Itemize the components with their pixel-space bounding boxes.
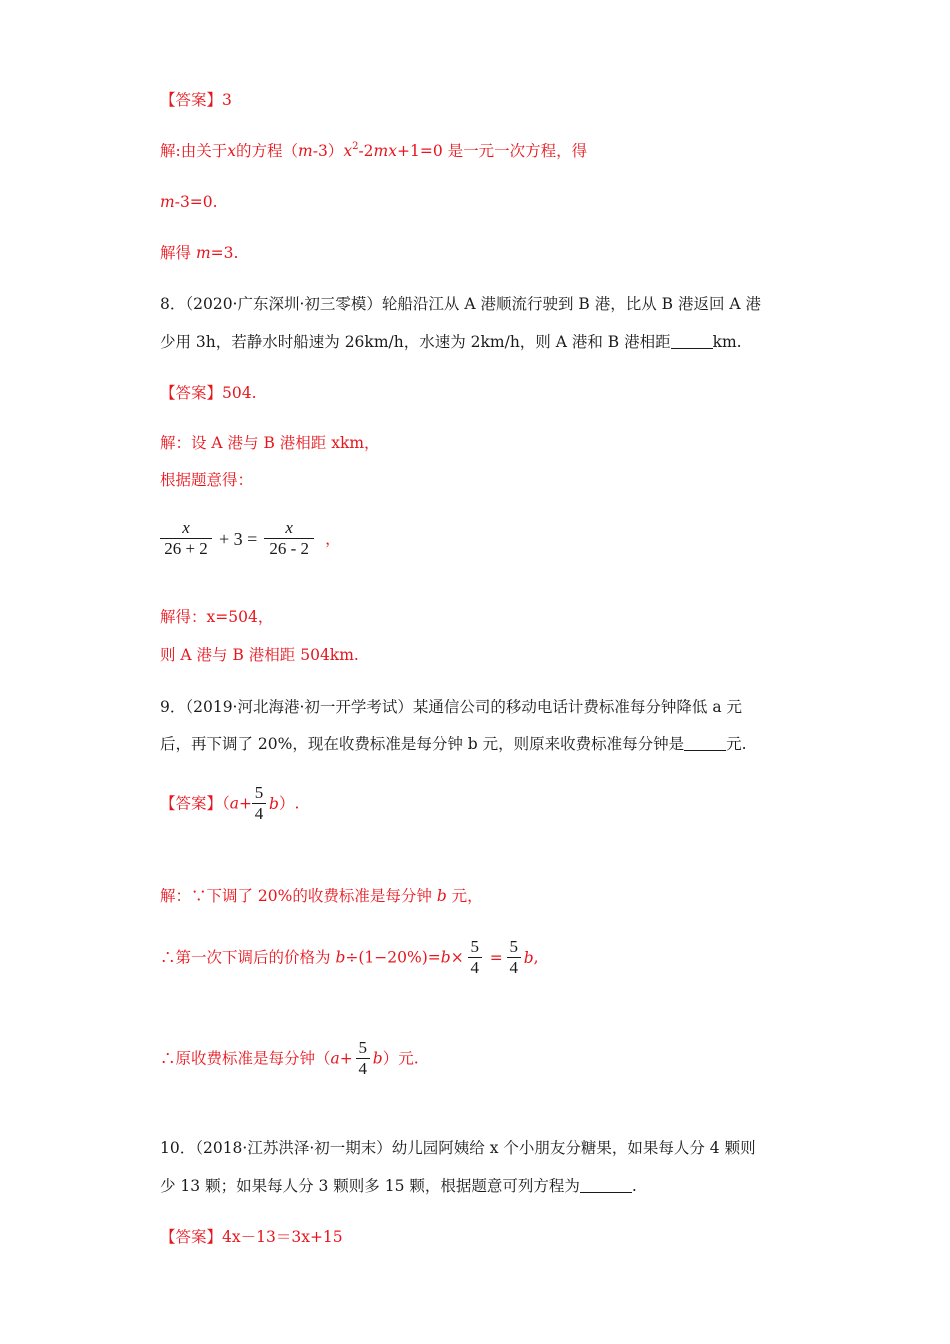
answer-row-q10 [160,1227,343,1247]
question-10-text: 10．（2018·江苏洪泽·初一期末）幼儿园阿姨给 x 个小朋友分糖果，如果每人分 4 颗则 [160,1139,756,1157]
answer-blank [580,1178,632,1193]
solution-line: ∴第一次下调后的价格为 b÷(1−20%)=b× $\frac{5}{4}$ = $\frac{5}{4}$ b, [160,937,539,977]
fraction: $\frac{5}{4}$ [507,937,521,978]
answer-label: 【答案】 [160,91,223,109]
fraction: $\frac{x}{26 - 2}$ [264,518,314,559]
solution-line: 解：设 A 港与 B 港相距 xkm， [160,434,380,452]
solution-line: 根据题意得： [160,471,254,489]
answer-value: 3 [222,91,232,109]
answer-blank [684,736,726,751]
equation: $\frac{x}{26 + 2}$ + 3 = $\frac{x}{26 - 2}$ ， [160,518,341,559]
question-9-text: 9．（2019·河北海港·初一开学考试）某通信公司的移动电话计费标准每分钟降低 a 元 [160,698,743,716]
question-8-text: 8．（2020·广东深圳·初三零模）轮船沿江从 A 港顺流行驶到 B 港，比从 B 港返回 A 港 [160,295,761,313]
answer-label: 【答案】 [160,384,223,402]
fraction: $\frac{5}{4}$ [252,783,266,824]
solution-line: 解:由关于x的方程$(m-3)x^2-2mx+1=0$ 是一元一次方程，得 [160,141,588,160]
solution-line: m-3=0. [160,193,218,211]
solution-line: 解得 m=3. [160,244,239,262]
question-8-text: 少用 3h，若静水时船速为 26km/h，水速为 2km/h，则 A 港和 B 港相距 km. [160,333,742,351]
answer-label: 【答案】 [160,1228,223,1246]
solution-line: 解得：x=504， [160,608,274,626]
question-9-text: 后，再下调了 20%，现在收费标准是每分钟 b 元，则原来收费标准每分钟是 元. [160,735,747,753]
answer-value: 4x－13＝3x+15 [222,1228,343,1246]
answer-value: 504. [222,384,257,402]
solution-line: 则 A 港与 B 港相距 504km. [160,646,359,664]
solution-line: ∴原收费标准是每分钟（a+ $\frac{5}{4}$ b）元. [160,1038,419,1078]
solution-line: 解：∵下调了 20%的收费标准是每分钟 b 元， [160,887,483,905]
answer-row-q8 [160,383,257,403]
question-10-text: 少 13 颗；如果每人分 3 颗则多 15 颗，根据题意可列方程为 . [160,1177,637,1195]
fraction: $\frac{5}{4}$ [356,1038,370,1079]
answer-label: 【答案】 [160,794,223,813]
answer-row-q7 [160,90,232,110]
answer-row-q9: 【答案】（a+ $\frac{5}{4}$ b）. [160,783,300,823]
answer-blank [671,334,713,349]
fraction: $\frac{5}{4}$ [468,937,482,978]
fraction: $\frac{x}{26 + 2}$ [160,518,212,559]
